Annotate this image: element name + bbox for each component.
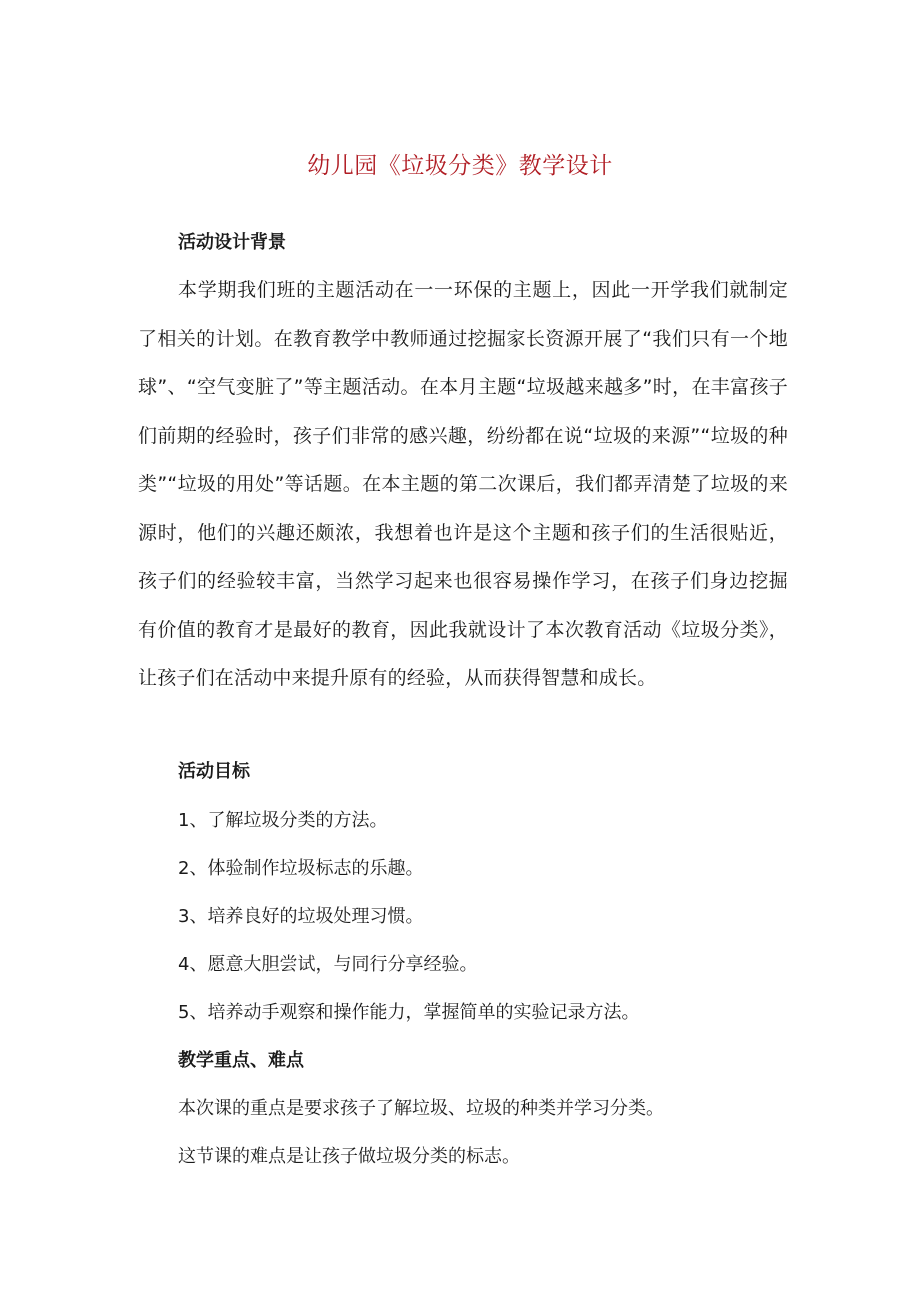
heading-key-points: 教学重点、难点 [178, 1050, 304, 1071]
document-title: 幼儿园《垃圾分类》教学设计 [307, 153, 613, 179]
heading-activity-background: 活动设计背景 [178, 232, 286, 253]
goal-item: 4、愿意大胆尝试，与同行分享经验。 [178, 954, 478, 975]
goal-item: 3、培养良好的垃圾处理习惯。 [178, 906, 424, 927]
key-point-line: 本次课的重点是要求孩子了解垃圾、垃圾的种类并学习分类。 [178, 1098, 664, 1119]
goal-item: 1、了解垃圾分类的方法。 [178, 810, 388, 831]
background-paragraph: 本学期我们班的主题活动在一一环保的主题上，因此一开学我们就制定了相关的计划。在教育教学中教师通过挖掘家长资源开展了“我们只有一个地球”、“空气变脏了”等主题活动。在本月主题“垃圾越来越多”时，在丰富孩子们前期的经验时，孩子们非常的感兴趣，纷纷都在说“垃圾的来源”“垃圾的种类”“垃圾的用处”等话题。在本主题的第二次课后，我们都弄清楚了垃圾的来源时，他们的兴趣还颇浓，我想着也许是这个主题和孩子们的生活很贴近，孩子们的经验较丰富，当然学习起来也很容易操作学习，在孩子们身边挖掘有价值的教育才是最好的教育，因此我就设计了本次教育活动《垃圾分类》，让孩子们在活动中来提升原有的经验，从而获得智慧和成长。 [138, 279, 788, 689]
goal-item: 5、培养动手观察和操作能力，掌握简单的实验记录方法。 [178, 1002, 640, 1023]
goal-item: 2、体验制作垃圾标志的乐趣。 [178, 858, 424, 879]
heading-activity-goals: 活动目标 [178, 761, 250, 782]
difficulty-line: 这节课的难点是让孩子做垃圾分类的标志。 [178, 1146, 520, 1167]
